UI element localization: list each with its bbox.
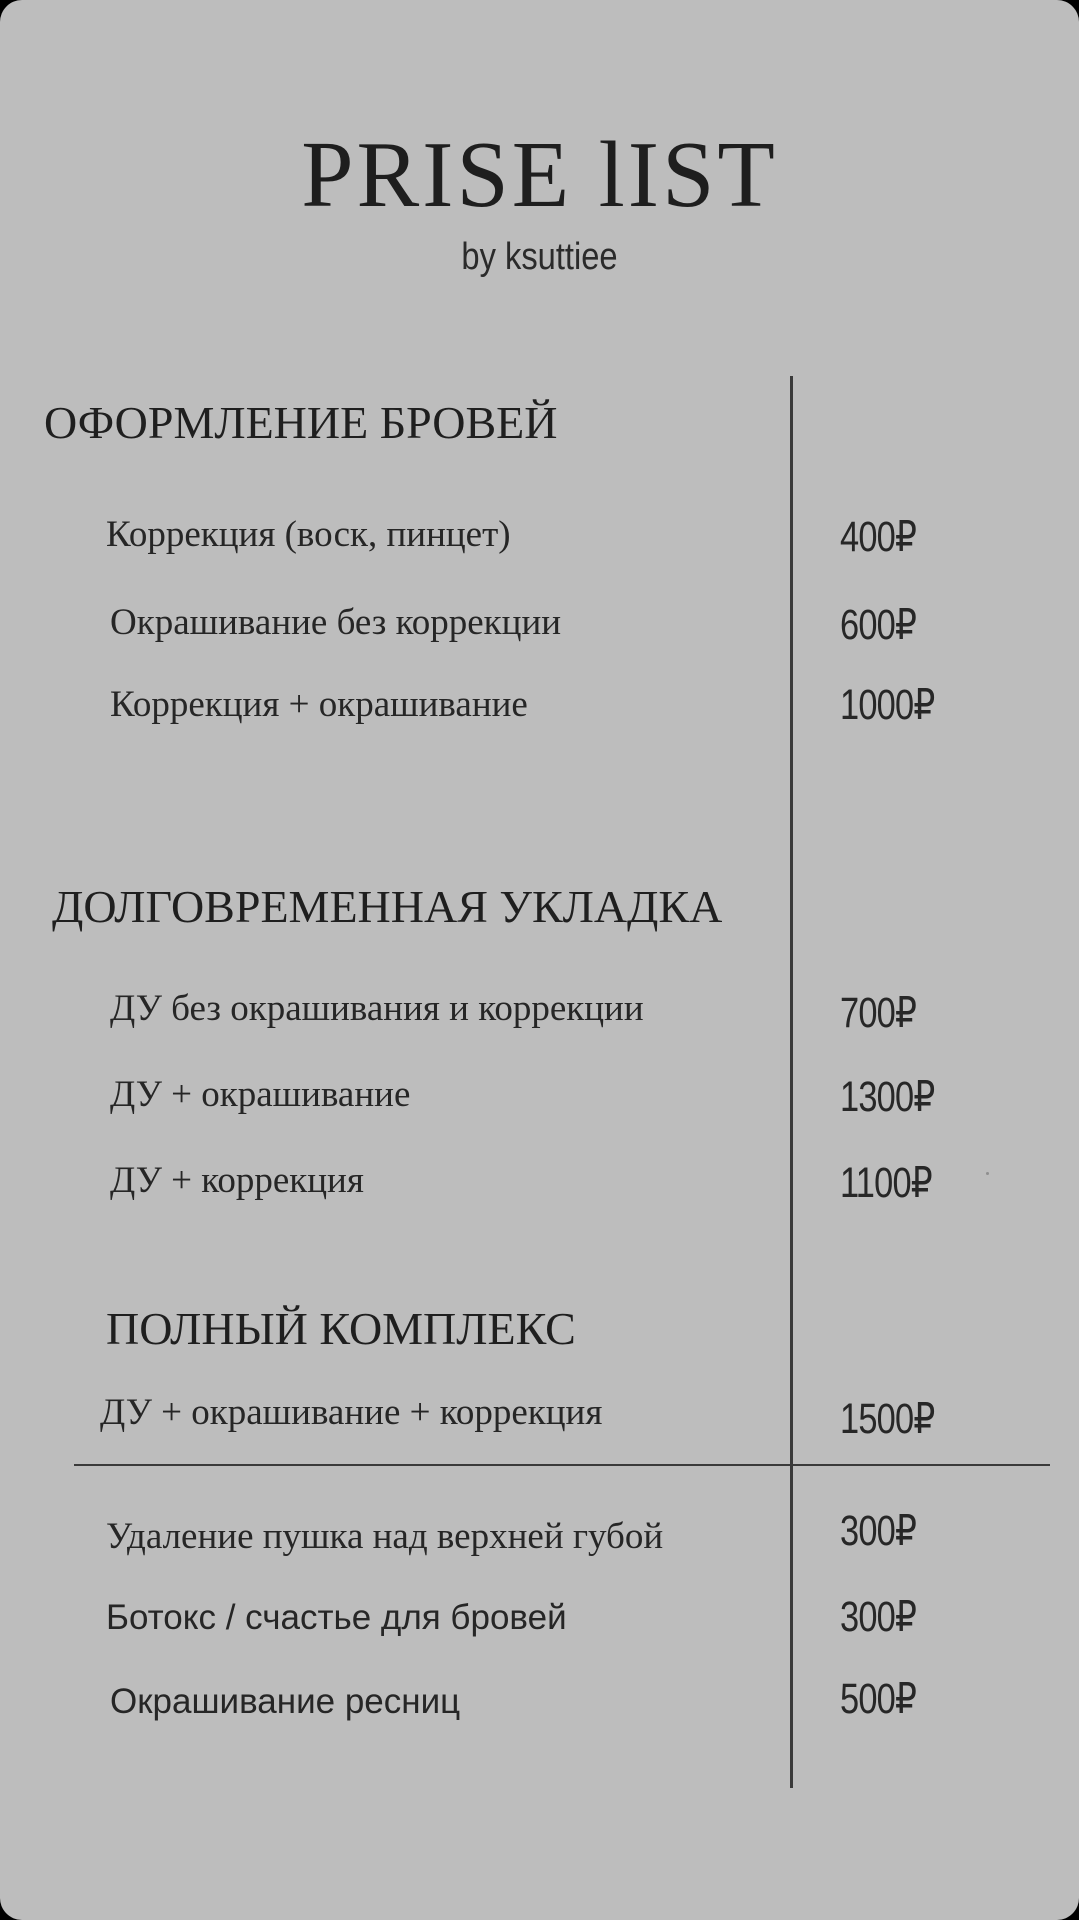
service-price: 1300₽	[840, 1073, 935, 1121]
section-heading-long-term-styling: ДОЛГОВРЕМЕННАЯ УКЛАДКА	[52, 881, 723, 932]
extra-service-price: 300₽	[840, 1507, 917, 1555]
page-subtitle: by ksuttiee	[461, 236, 618, 278]
service-name: Коррекция (воск, пинцет)	[106, 514, 511, 555]
service-price: 1100₽	[840, 1159, 932, 1207]
vertical-divider	[790, 376, 793, 1788]
service-price: 1500₽	[840, 1395, 935, 1443]
service-price: 600₽	[840, 601, 917, 649]
service-name: ДУ + коррекция	[110, 1160, 364, 1201]
section-heading-full-complex: ПОЛНЫЙ КОМПЛЕКС	[106, 1303, 576, 1354]
page-title: PRISE lIST	[301, 123, 778, 227]
extra-service-name: Ботокс / счастье для бровей	[106, 1598, 567, 1637]
service-name: Окрашивание без коррекции	[110, 602, 562, 643]
extra-service-name: Удаление пушка над верхней губой	[106, 1516, 664, 1557]
extra-service-name: Окрашивание ресниц	[110, 1682, 461, 1721]
service-name: ДУ + окрашивание + коррекция	[100, 1392, 603, 1433]
service-name: ДУ без окрашивания и коррекции	[110, 988, 644, 1029]
horizontal-divider	[74, 1464, 1050, 1466]
service-name: Коррекция + окрашивание	[110, 684, 528, 725]
service-price: 700₽	[840, 989, 917, 1037]
extra-service-price: 500₽	[840, 1675, 917, 1723]
service-name: ДУ + окрашивание	[110, 1074, 411, 1115]
service-price: 400₽	[840, 513, 917, 561]
section-heading-brows: ОФОРМЛЕНИЕ БРОВЕЙ	[44, 397, 558, 448]
extra-service-price: 300₽	[840, 1593, 917, 1641]
dust-speck	[986, 1172, 989, 1175]
service-price: 1000₽	[840, 681, 935, 729]
